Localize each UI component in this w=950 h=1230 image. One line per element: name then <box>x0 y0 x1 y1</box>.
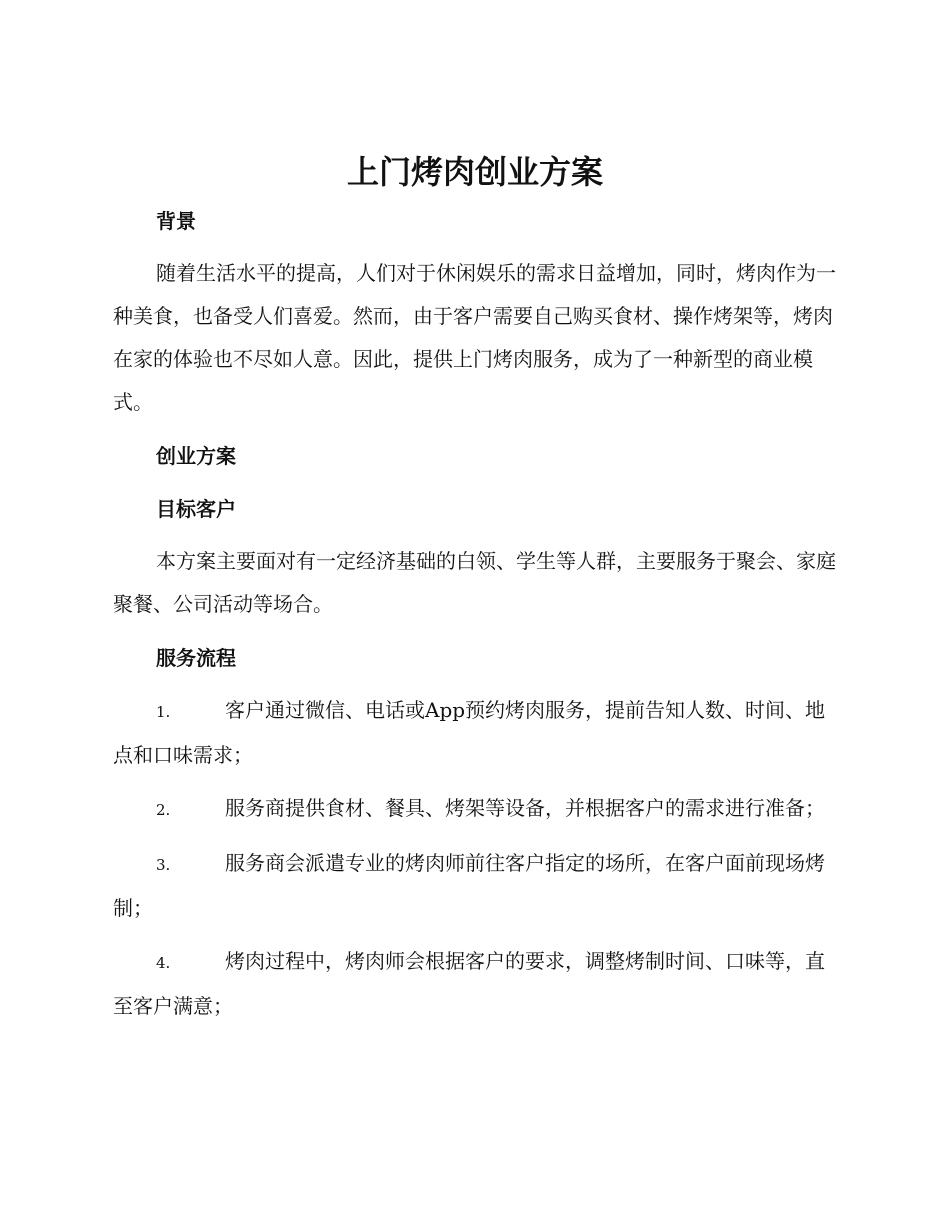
list-item <box>113 689 838 777</box>
heading-service-process: 服务流程 <box>156 646 236 670</box>
list-item <box>113 842 838 930</box>
list-item-number: 2. <box>156 801 171 819</box>
list-item-number: 3. <box>156 856 171 874</box>
list-item-text: 服务商提供食材、餐具、烤架等设备，并根据客户的需求进行准备； <box>225 796 825 820</box>
list-item-text: 服务商会派遣专业的烤肉师前往客户指定的场所，在客户面前现场烤制； <box>113 851 825 920</box>
heading-plan: 创业方案 <box>156 444 236 468</box>
paragraph-background: 随着生活水平的提高，人们对于休闲娱乐的需求日益增加，同时，烤肉作为一种美食，也备受人们喜爱。然而，由于客户需要自己购买食材、操作烤架等，烤肉在家的体验也不尽如人意。因此，提供上门烤肉服务，成为了一种新型的商业模式。 <box>113 261 836 414</box>
document-body <box>113 199 838 1028</box>
list-item <box>113 787 838 832</box>
list-item-text: 客户通过微信、电话或App预约烤肉服务，提前告知人数、时间、地点和口味需求； <box>113 698 826 767</box>
heading-target-customers: 目标客户 <box>156 497 236 521</box>
heading-background: 背景 <box>156 209 196 233</box>
document-title: 上门烤肉创业方案 <box>346 153 603 191</box>
list-item-number: 1. <box>156 703 171 721</box>
list-item <box>113 940 838 1028</box>
paragraph-target-customers: 本方案主要面对有一定经济基础的白领、学生等人群，主要服务于聚会、家庭聚餐、公司活动等场合。 <box>113 549 836 616</box>
list-item-number: 4. <box>156 954 171 972</box>
list-item-text: 烤肉过程中，烤肉师会根据客户的要求，调整烤制时间、口味等，直至客户满意； <box>113 949 825 1018</box>
